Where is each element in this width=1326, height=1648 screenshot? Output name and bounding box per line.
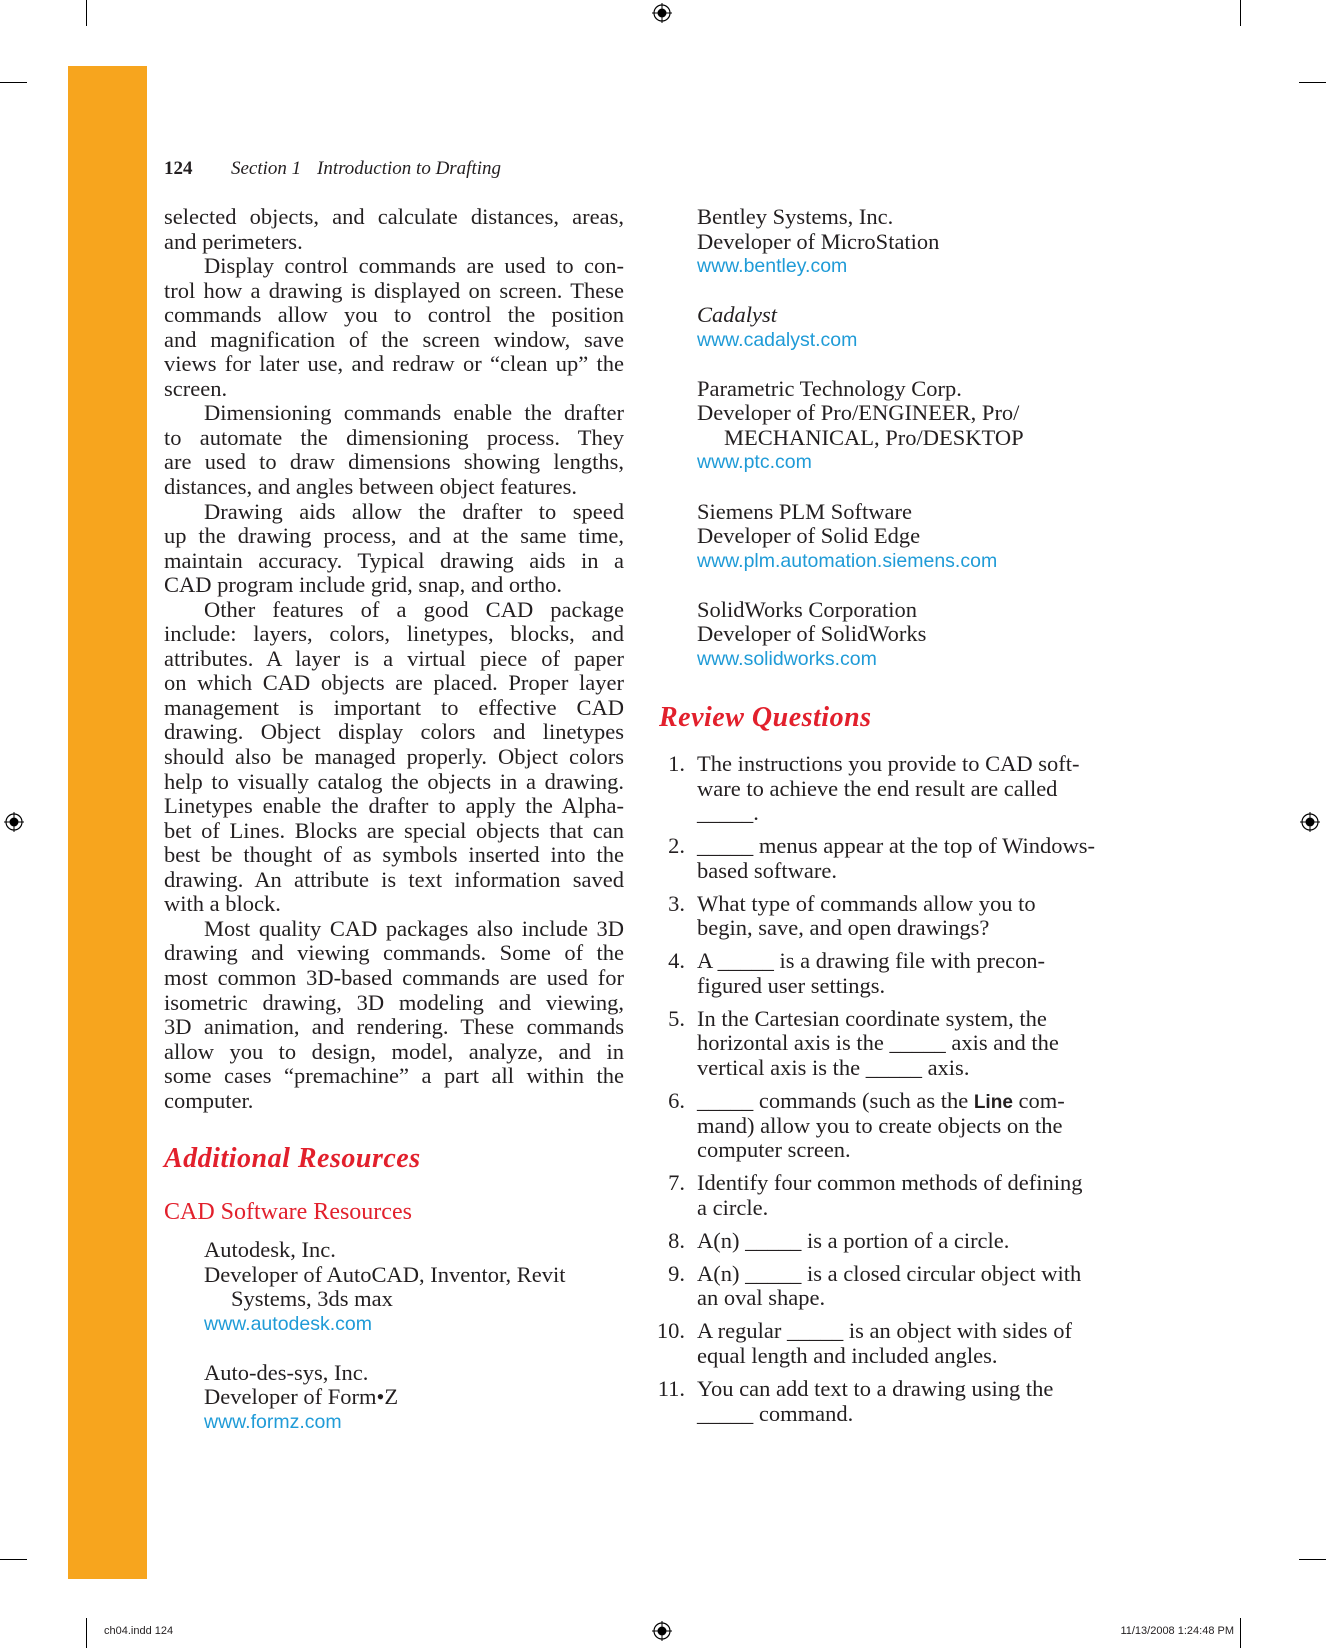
crop-mark bbox=[86, 1618, 87, 1648]
resource-entry bbox=[697, 303, 1157, 352]
body-line: to automate the dimensioning process. They bbox=[164, 425, 624, 450]
resource-link[interactable]: www.ptc.com bbox=[697, 451, 812, 474]
question-number: 8. bbox=[668, 1227, 685, 1253]
crop-mark bbox=[1299, 82, 1326, 83]
body-line: Most quality CAD packages also include 3D bbox=[204, 916, 624, 941]
body-line: distances, and angles between object features. bbox=[164, 474, 577, 500]
question-number: 3. bbox=[668, 890, 685, 916]
registration-mark-icon bbox=[652, 1621, 672, 1641]
resource-line: Auto-des-sys, Inc. bbox=[204, 1359, 369, 1385]
crop-mark bbox=[0, 1559, 27, 1560]
body-line: drawing and viewing commands. Some of the bbox=[164, 941, 624, 966]
body-line: isometric drawing, 3D modeling and viewing, bbox=[164, 990, 624, 1015]
resource-line: Systems, 3ds max bbox=[231, 1286, 393, 1312]
question-text bbox=[697, 1262, 1157, 1311]
resource-link[interactable]: www.cadalyst.com bbox=[697, 328, 858, 351]
body-line: maintain accuracy. Typical drawing aids in a bbox=[164, 548, 624, 573]
question-line: Identify four common methods of defining bbox=[697, 1170, 1083, 1196]
resource-line: SolidWorks Corporation bbox=[697, 596, 918, 622]
body-line: Dimensioning commands enable the drafter bbox=[204, 401, 624, 426]
registration-mark-icon bbox=[1300, 812, 1320, 832]
crop-mark bbox=[1240, 1618, 1241, 1648]
registration-mark-icon bbox=[652, 3, 672, 23]
footer-timestamp: 11/13/2008 1:24:48 PM bbox=[1120, 1625, 1234, 1637]
resource-link[interactable]: www.solidworks.com bbox=[697, 647, 877, 670]
question-text bbox=[697, 1171, 1157, 1220]
question-line: horizontal axis is the _____ axis and the bbox=[697, 1030, 1059, 1056]
question-line: A _____ is a drawing file with precon- bbox=[697, 948, 1046, 974]
question-line: computer screen. bbox=[697, 1137, 851, 1163]
question-line: In the Cartesian coordinate system, the bbox=[697, 1005, 1047, 1031]
question-text bbox=[697, 752, 1157, 826]
body-line: and perimeters. bbox=[164, 228, 303, 254]
question-line: a circle. bbox=[697, 1194, 769, 1220]
resource-entry bbox=[204, 1361, 624, 1435]
body-text-column bbox=[164, 205, 624, 1113]
running-header bbox=[164, 158, 502, 180]
question-line: _____. bbox=[697, 800, 759, 826]
question-text-part: com- bbox=[1012, 1088, 1065, 1114]
review-question bbox=[668, 948, 1157, 998]
body-line: 3D animation, and rendering. These commands bbox=[164, 1015, 624, 1040]
review-questions-list bbox=[656, 751, 1157, 1435]
resource-entry bbox=[697, 500, 1157, 574]
resource-entry bbox=[697, 598, 1157, 672]
resource-line: Bentley Systems, Inc. bbox=[697, 204, 894, 229]
body-line: most common 3D-based commands are used for bbox=[164, 965, 624, 990]
body-line: Drawing aids allow the drafter to speed bbox=[204, 499, 624, 524]
question-line: A(n) _____ is a portion of a circle. bbox=[697, 1227, 1010, 1253]
question-text bbox=[697, 1089, 1157, 1163]
body-paragraph bbox=[164, 401, 624, 499]
body-line: attributes. A layer is a virtual piece of paper bbox=[164, 646, 624, 671]
body-line: and magnification of the screen window, save bbox=[164, 327, 624, 352]
resource-line: Developer of AutoCAD, Inventor, Revit bbox=[204, 1261, 566, 1287]
resource-line: Cadalyst bbox=[697, 302, 778, 328]
question-line: figured user settings. bbox=[697, 972, 886, 998]
resource-link[interactable]: www.formz.com bbox=[204, 1410, 342, 1433]
resource-line: Developer of MicroStation bbox=[697, 228, 940, 254]
question-line bbox=[697, 1089, 1157, 1114]
question-line: _____ command. bbox=[697, 1400, 854, 1426]
question-line: A regular _____ is an object with sides of bbox=[697, 1318, 1072, 1344]
question-text-part: _____ commands (such as the bbox=[697, 1088, 974, 1114]
footer-file-info: ch04.indd 124 bbox=[104, 1625, 174, 1637]
question-line: mand) allow you to create objects on the bbox=[697, 1112, 1063, 1138]
body-line: best be thought of as symbols inserted into the bbox=[164, 843, 624, 868]
crop-mark bbox=[1299, 1559, 1326, 1560]
review-question bbox=[656, 1318, 1157, 1368]
review-question bbox=[668, 1260, 1157, 1311]
body-line: views for later use, and redraw or “clean up” the bbox=[164, 352, 624, 377]
question-text bbox=[697, 1377, 1157, 1426]
body-line: computer. bbox=[164, 1087, 254, 1113]
resource-link[interactable]: www.autodesk.com bbox=[204, 1312, 372, 1335]
review-question bbox=[668, 890, 1157, 941]
question-text bbox=[697, 892, 1157, 941]
body-line: on which CAD objects are placed. Proper layer bbox=[164, 671, 624, 696]
resource-entry bbox=[697, 377, 1157, 475]
body-line: Other features of a good CAD package bbox=[204, 597, 624, 622]
question-line: vertical axis is the _____ axis. bbox=[697, 1055, 970, 1081]
section-title: Introduction to Drafting bbox=[317, 158, 502, 179]
body-line: CAD program include grid, snap, and ortho. bbox=[164, 572, 563, 598]
question-number: 9. bbox=[668, 1260, 685, 1286]
question-number: 10. bbox=[656, 1318, 685, 1344]
review-question bbox=[657, 1376, 1157, 1426]
question-line: ware to achieve the end result are called bbox=[697, 775, 1058, 801]
body-paragraph bbox=[164, 254, 624, 401]
resource-entry bbox=[204, 1238, 624, 1336]
question-line: begin, save, and open drawings? bbox=[697, 915, 990, 941]
body-line: trol how a drawing is displayed on screen. These bbox=[164, 278, 624, 303]
crop-mark bbox=[0, 82, 27, 83]
question-text bbox=[697, 1007, 1157, 1081]
body-paragraph bbox=[164, 500, 624, 598]
question-text bbox=[697, 949, 1157, 998]
question-line: equal length and included angles. bbox=[697, 1342, 998, 1368]
body-line: with a block. bbox=[164, 891, 281, 917]
additional-resources-heading: Additional Resources bbox=[164, 1143, 421, 1174]
question-line: You can add text to a drawing using the bbox=[697, 1376, 1054, 1402]
question-number: 6. bbox=[668, 1088, 685, 1114]
resource-entry bbox=[697, 205, 1157, 279]
question-line: based software. bbox=[697, 857, 837, 883]
command-name: Line bbox=[973, 1092, 1013, 1114]
crop-mark bbox=[86, 0, 87, 26]
body-line: Linetypes enable the drafter to apply the Alpha- bbox=[164, 794, 624, 819]
body-line: up the drawing process, and at the same time, bbox=[164, 524, 624, 549]
question-line: _____ menus appear at the top of Windows- bbox=[697, 833, 1095, 859]
resource-list-left bbox=[204, 1238, 624, 1434]
body-line: allow you to design, model, analyze, and in bbox=[164, 1039, 624, 1064]
crop-mark bbox=[1240, 0, 1241, 26]
question-number: 4. bbox=[668, 948, 685, 974]
body-line: bet of Lines. Blocks are special objects that can bbox=[164, 818, 624, 843]
question-line: What type of commands allow you to bbox=[697, 890, 1036, 916]
body-line: screen. bbox=[164, 375, 228, 401]
resource-list-right bbox=[697, 205, 1157, 671]
resource-link[interactable]: www.plm.automation.siemens.com bbox=[697, 549, 998, 572]
body-line: Display control commands are used to con- bbox=[204, 254, 624, 279]
body-line: drawing. Object display colors and linetypes bbox=[164, 720, 624, 745]
body-line: selected objects, and calculate distances, areas, bbox=[164, 205, 624, 229]
registration-mark-icon bbox=[4, 812, 24, 832]
question-number: 2. bbox=[668, 833, 685, 859]
body-line: drawing. An attribute is text information saved bbox=[164, 867, 624, 892]
body-line: some cases “premachine” a part all within the bbox=[164, 1064, 624, 1089]
body-paragraph bbox=[164, 205, 624, 254]
question-line: an oval shape. bbox=[697, 1285, 826, 1311]
question-text bbox=[697, 1319, 1157, 1368]
body-line: are used to draw dimensions showing lengths, bbox=[164, 450, 624, 475]
review-question bbox=[668, 833, 1157, 883]
resource-line: MECHANICAL, Pro/DESKTOP bbox=[724, 424, 1024, 450]
review-question bbox=[668, 1088, 1157, 1163]
section-label: Section 1 bbox=[231, 158, 302, 179]
review-questions-heading: Review Questions bbox=[659, 702, 872, 733]
question-number: 1. bbox=[668, 751, 685, 776]
body-paragraph bbox=[164, 598, 624, 917]
resource-line: Parametric Technology Corp. bbox=[697, 375, 962, 401]
resource-line: Autodesk, Inc. bbox=[204, 1237, 336, 1262]
resource-line: Developer of Pro/ENGINEER, Pro/ bbox=[697, 400, 1020, 426]
question-text bbox=[697, 834, 1157, 883]
review-question bbox=[668, 1005, 1157, 1081]
body-line: commands allow you to control the position bbox=[164, 303, 624, 328]
resource-line: Developer of Solid Edge bbox=[697, 523, 921, 549]
review-question bbox=[668, 1170, 1157, 1220]
question-number: 7. bbox=[668, 1170, 685, 1196]
resource-line: Developer of Form•Z bbox=[204, 1384, 399, 1410]
question-line: A(n) _____ is a closed circular object with bbox=[697, 1260, 1082, 1286]
body-line: management is important to effective CAD bbox=[164, 695, 624, 720]
orange-margin-bar bbox=[68, 66, 147, 1579]
question-line: The instructions you provide to CAD soft- bbox=[697, 751, 1080, 776]
resource-line: Siemens PLM Software bbox=[697, 498, 912, 524]
review-question bbox=[668, 1227, 1157, 1254]
question-number: 11. bbox=[657, 1376, 685, 1402]
question-number: 5. bbox=[668, 1005, 685, 1031]
body-paragraph bbox=[164, 917, 624, 1113]
page-number: 124 bbox=[164, 158, 193, 179]
cad-software-resources-subheading: CAD Software Resources bbox=[164, 1199, 412, 1225]
body-line: should also be managed properly. Object colors bbox=[164, 745, 624, 770]
resource-line: Developer of SolidWorks bbox=[697, 621, 927, 647]
resource-link[interactable]: www.bentley.com bbox=[697, 255, 848, 278]
review-question bbox=[668, 751, 1157, 826]
body-line: include: layers, colors, linetypes, blocks, and bbox=[164, 622, 624, 647]
body-line: help to visually catalog the objects in a drawing. bbox=[164, 769, 624, 794]
question-text bbox=[697, 1229, 1157, 1254]
